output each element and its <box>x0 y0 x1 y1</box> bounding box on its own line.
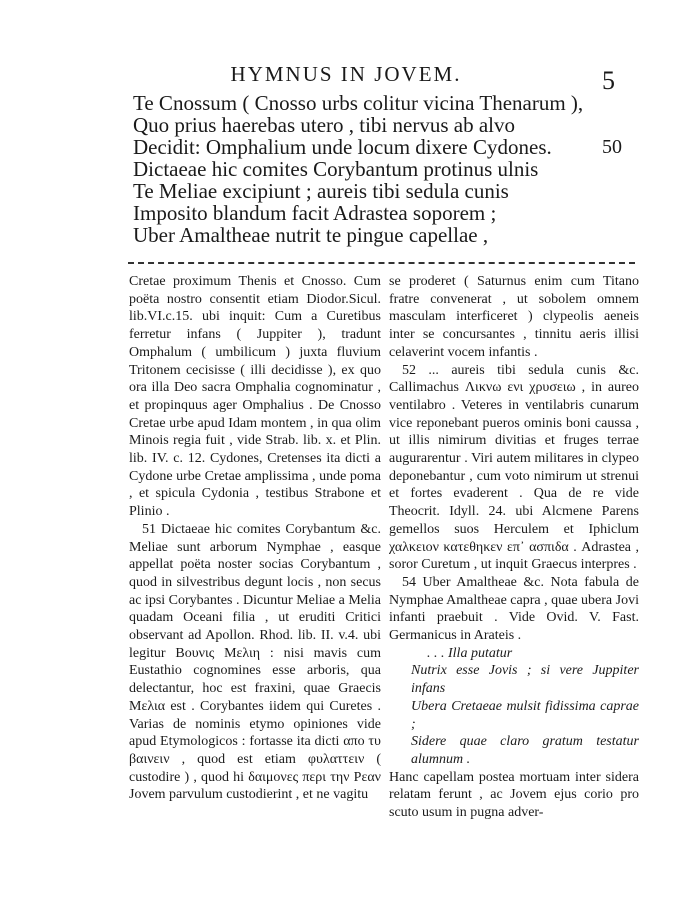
note-paragraph: se proderet ( Saturnus enim cum Titano fratre convenerat , ut sobolem omnem masculam interficeret ) clypeolis aeneis inter se concursantes , tinnitu aeris illisi celaverint vocem infantis . <box>389 274 639 360</box>
note-paragraph: 54 Uber Amaltheae &c. Nota fabula de Nymphae Amaltheae capra , quae ubera Jovi infanti praebuit . Vide Ovid. V. Fast. Germanicus in Arateis . <box>389 574 639 644</box>
running-title: HYMNUS IN JOVEM. <box>230 62 462 86</box>
divider-rule <box>128 262 635 266</box>
quote-line: Ubera Cretaeae mulsit fidissima caprae ; <box>411 698 639 732</box>
note-paragraph: Cretae proximum Thenis et Cnosso. Cum poëta nostro consentit etiam Diodor.Sicul. lib.VI.c.15. ubi inquit: Cum a Curetibus ferretur infans ( Juppiter ), tradunt Omphalum ( umbilicum ) juxta fluvium Tritonem cecisisse ( illi decidisse ), ex quo ora illa Deo sacra Omphalia cognominatur , et propinquus ager Omphalius . De Cnosso Cretae urbe apud Idam montem , in qua olim Minois regia fuit , vide Strab. lib. x. et Plin. lib. IV. c. 12. Cydones, Cretenses ita dicti a Cydone urbe Cretae amplissima , unde poma , et spicula Cydonia , testibus Strabone et Plinio . <box>129 274 381 520</box>
quote-line: Nutrix esse Jovis ; si vere Juppiter infans <box>411 663 639 697</box>
verse-line: Te Meliae excipiunt ; aureis tibi sedula cunis <box>133 179 509 203</box>
verse-line: Imposito blandum facit Adrastea soporem ; <box>133 201 497 225</box>
line-number: 50 <box>602 136 622 158</box>
quote-line: . . . Illa putatur <box>427 645 513 661</box>
verse-line: Uber Amaltheae nutrit te pingue capellae , <box>133 223 489 247</box>
quote-line: Sidere quae claro gratum testatur alumnum . <box>411 734 639 767</box>
verse-line: Quo prius haerebas utero , tibi nervus ab alvo <box>133 113 515 137</box>
page-number: 5 <box>602 66 615 95</box>
note-paragraph: Hanc capellam postea mortuam inter sidera relatam ferunt , ac Jovem ejus corio pro scuto usum in pugna adver- <box>389 769 639 821</box>
verse-line: Te Cnossum ( Cnosso urbs colitur vicina Thenarum ), <box>133 91 584 115</box>
note-paragraph: 52 ... aureis tibi sedula cunis &c. Callimachus Λικνω ενι χρυσειω , in aureo ventilabro . Veteres in ventilabris cunarum vice reponebant pueros ominis boni caussa , ut illis nimirum divitias et fruges terrae augurarentur . Viri autem militares in clypeo deponebantur , cum voto nimirum ut strenui et fortes evaderent . Qua de re vide Theocrit. Idyll. 24. ubi Alcmene Parens gemellos suos Herculem et Iphiclum χαλκειον κατεθηκεν επ᾽ ασπιδα . Adrastea , soror Curetum , ut inquit Graecus interpres . <box>389 362 639 573</box>
notes-right-column <box>389 273 639 822</box>
note-paragraph: 51 Dictaeae hic comites Corybantum &c. Meliae sunt arborum Nymphae , easque appellat poëta noster socias Corybantum , quod in silvestribus degunt locis , non secus ac ipsi Corybantes . Dicuntur Meliae a Melia quadam Oceani filia , ut eruditi Critici observant ad Apollon. Rhod. lib. II. v.4. ubi legitur Βουνις Μελιη : nisi mavis cum Eustathio cognomines esse arboris, qua delectantur, hoc est fraxini, quae Graecis Μελια est . Corybantes iidem qui Curetes . Varias de nominis etymo opiniones vide apud Etymologicos : fortasse ita dicti απο τυ βαινειν , quod est etiam φυλαττειν ( custodire ) , quod hi δαιμονες περι την Ρεαν Jovem parvulum custodierint , et ne vagitu <box>129 521 381 803</box>
verse-block <box>133 92 633 246</box>
notes-left-column <box>129 273 381 804</box>
verse-line: Decidit: Omphalium unde locum dixere Cydones. <box>133 135 552 159</box>
verse-line: Dictaeae hic comites Corybantum protinus ulnis <box>133 157 539 181</box>
